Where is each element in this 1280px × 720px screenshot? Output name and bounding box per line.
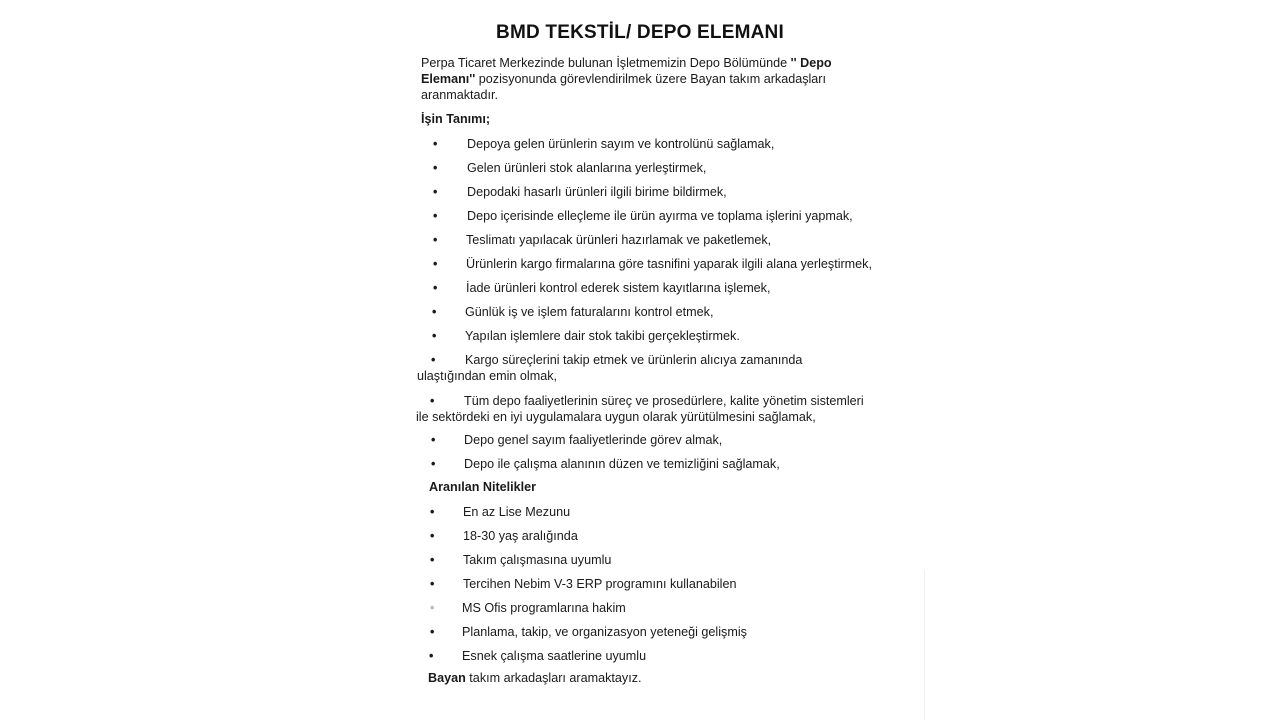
intro-text-end: pozisyonunda görevlendirilmek üzere Bayan takım arkadaşları aranmaktadır. bbox=[421, 72, 827, 102]
list-item-text: MS Ofis programlarına hakim bbox=[462, 601, 626, 615]
bullet-icon: • bbox=[431, 353, 436, 367]
list-item bbox=[417, 352, 867, 384]
qualifications-heading: Aranılan Nitelikler bbox=[429, 480, 537, 494]
bullet-icon: • bbox=[430, 394, 435, 408]
list-item bbox=[433, 256, 883, 272]
list-item bbox=[433, 136, 883, 152]
list-item-text: Depo genel sayım faaliyetlerinde görev almak, bbox=[464, 433, 723, 447]
bullet-icon: • bbox=[430, 553, 435, 567]
bullet-icon: • bbox=[432, 329, 437, 343]
list-item bbox=[433, 280, 883, 296]
bullet-icon: • bbox=[429, 649, 434, 663]
list-item-text: Takım çalışmasına uyumlu bbox=[463, 553, 612, 567]
bullet-icon: • bbox=[433, 137, 438, 151]
list-item bbox=[430, 552, 880, 568]
list-item-text: Kargo süreçlerini takip etmek ve ürünlerin alıcıya zamanında ulaştığından emin olmak, bbox=[417, 353, 803, 383]
bullet-icon: • bbox=[433, 233, 438, 247]
bullet-icon: • bbox=[430, 529, 435, 543]
bullet-icon: • bbox=[430, 577, 435, 591]
list-item-text: İade ürünleri kontrol ederek sistem kayıtlarına işlemek, bbox=[466, 281, 771, 295]
list-item bbox=[430, 528, 880, 544]
list-item bbox=[430, 504, 880, 520]
list-item-text: Depo içerisinde elleçleme ile ürün ayırma ve toplama işlerini yapmak, bbox=[467, 209, 853, 223]
bullet-icon: • bbox=[430, 625, 435, 639]
list-item bbox=[431, 456, 881, 472]
bullet-icon: • bbox=[433, 161, 438, 175]
list-item-text: Yapılan işlemlere dair stok takibi gerçekleştirmek. bbox=[465, 329, 740, 343]
list-item-text: Teslimatı yapılacak ürünleri hazırlamak ve paketlemek, bbox=[466, 233, 772, 247]
list-item bbox=[432, 328, 882, 344]
job-description-heading: İşin Tanımı; bbox=[421, 112, 491, 126]
list-item bbox=[429, 648, 879, 664]
list-item bbox=[433, 184, 883, 200]
page-title: BMD TEKSTİL/ DEPO ELEMANI bbox=[496, 22, 784, 43]
bullet-icon: • bbox=[431, 433, 436, 447]
bullet-icon: • bbox=[433, 185, 438, 199]
list-item-text: En az Lise Mezunu bbox=[463, 505, 571, 519]
list-item-text: Günlük iş ve işlem faturalarını kontrol etmek, bbox=[465, 305, 714, 319]
list-item bbox=[416, 393, 866, 425]
list-item-text: 18-30 yaş aralığında bbox=[463, 529, 578, 543]
list-item-text: Tercihen Nebim V-3 ERP programını kullanabilen bbox=[463, 577, 737, 591]
list-item-text: Depoya gelen ürünlerin sayım ve kontrolünü sağlamak, bbox=[467, 137, 775, 151]
closing-line-bold: Bayan bbox=[428, 671, 466, 685]
list-item bbox=[430, 624, 880, 640]
intro-position-name: '' Depo Elemanı'' bbox=[421, 56, 832, 86]
list-item bbox=[431, 432, 881, 448]
bullet-icon: • bbox=[432, 305, 437, 319]
list-item-text: Gelen ürünleri stok alanlarına yerleştirmek, bbox=[467, 161, 707, 175]
bullet-icon: • bbox=[430, 505, 435, 519]
closing-line-text: takım arkadaşları aramaktayız. bbox=[465, 671, 642, 685]
closing-line bbox=[428, 671, 642, 685]
list-item bbox=[432, 304, 882, 320]
intro-text-start: Perpa Ticaret Merkezinde bulunan İşletmemizin Depo Bölümünde bbox=[421, 56, 791, 70]
bullet-icon: • bbox=[433, 209, 438, 223]
scan-edge-divider bbox=[924, 570, 925, 720]
list-item-text: Esnek çalışma saatlerine uyumlu bbox=[462, 649, 647, 663]
list-item bbox=[433, 208, 883, 224]
bullet-icon: • bbox=[433, 257, 438, 271]
list-item bbox=[430, 600, 880, 616]
list-item-text: Depo ile çalışma alanının düzen ve temizliğini sağlamak, bbox=[464, 457, 780, 471]
list-item bbox=[433, 160, 883, 176]
list-item-text: Tüm depo faaliyetlerinin süreç ve prosedürlere, kalite yönetim sistemleri ile sektördeki en iyi uygulamalara uygun olarak yürütülmesini sağlamak, bbox=[416, 394, 864, 424]
list-item bbox=[430, 576, 880, 592]
bullet-icon: • bbox=[433, 281, 438, 295]
list-item-text: Planlama, takip, ve organizasyon yeteneği gelişmiş bbox=[462, 625, 747, 639]
bullet-icon: • bbox=[431, 457, 436, 471]
intro-paragraph bbox=[421, 55, 851, 103]
list-item bbox=[433, 232, 883, 248]
list-item-text: Depodaki hasarlı ürünleri ilgili birime bildirmek, bbox=[467, 185, 727, 199]
bullet-icon: • bbox=[430, 601, 435, 615]
list-item-text: Ürünlerin kargo firmalarına göre tasnifini yaparak ilgili alana yerleştirmek, bbox=[466, 257, 872, 271]
